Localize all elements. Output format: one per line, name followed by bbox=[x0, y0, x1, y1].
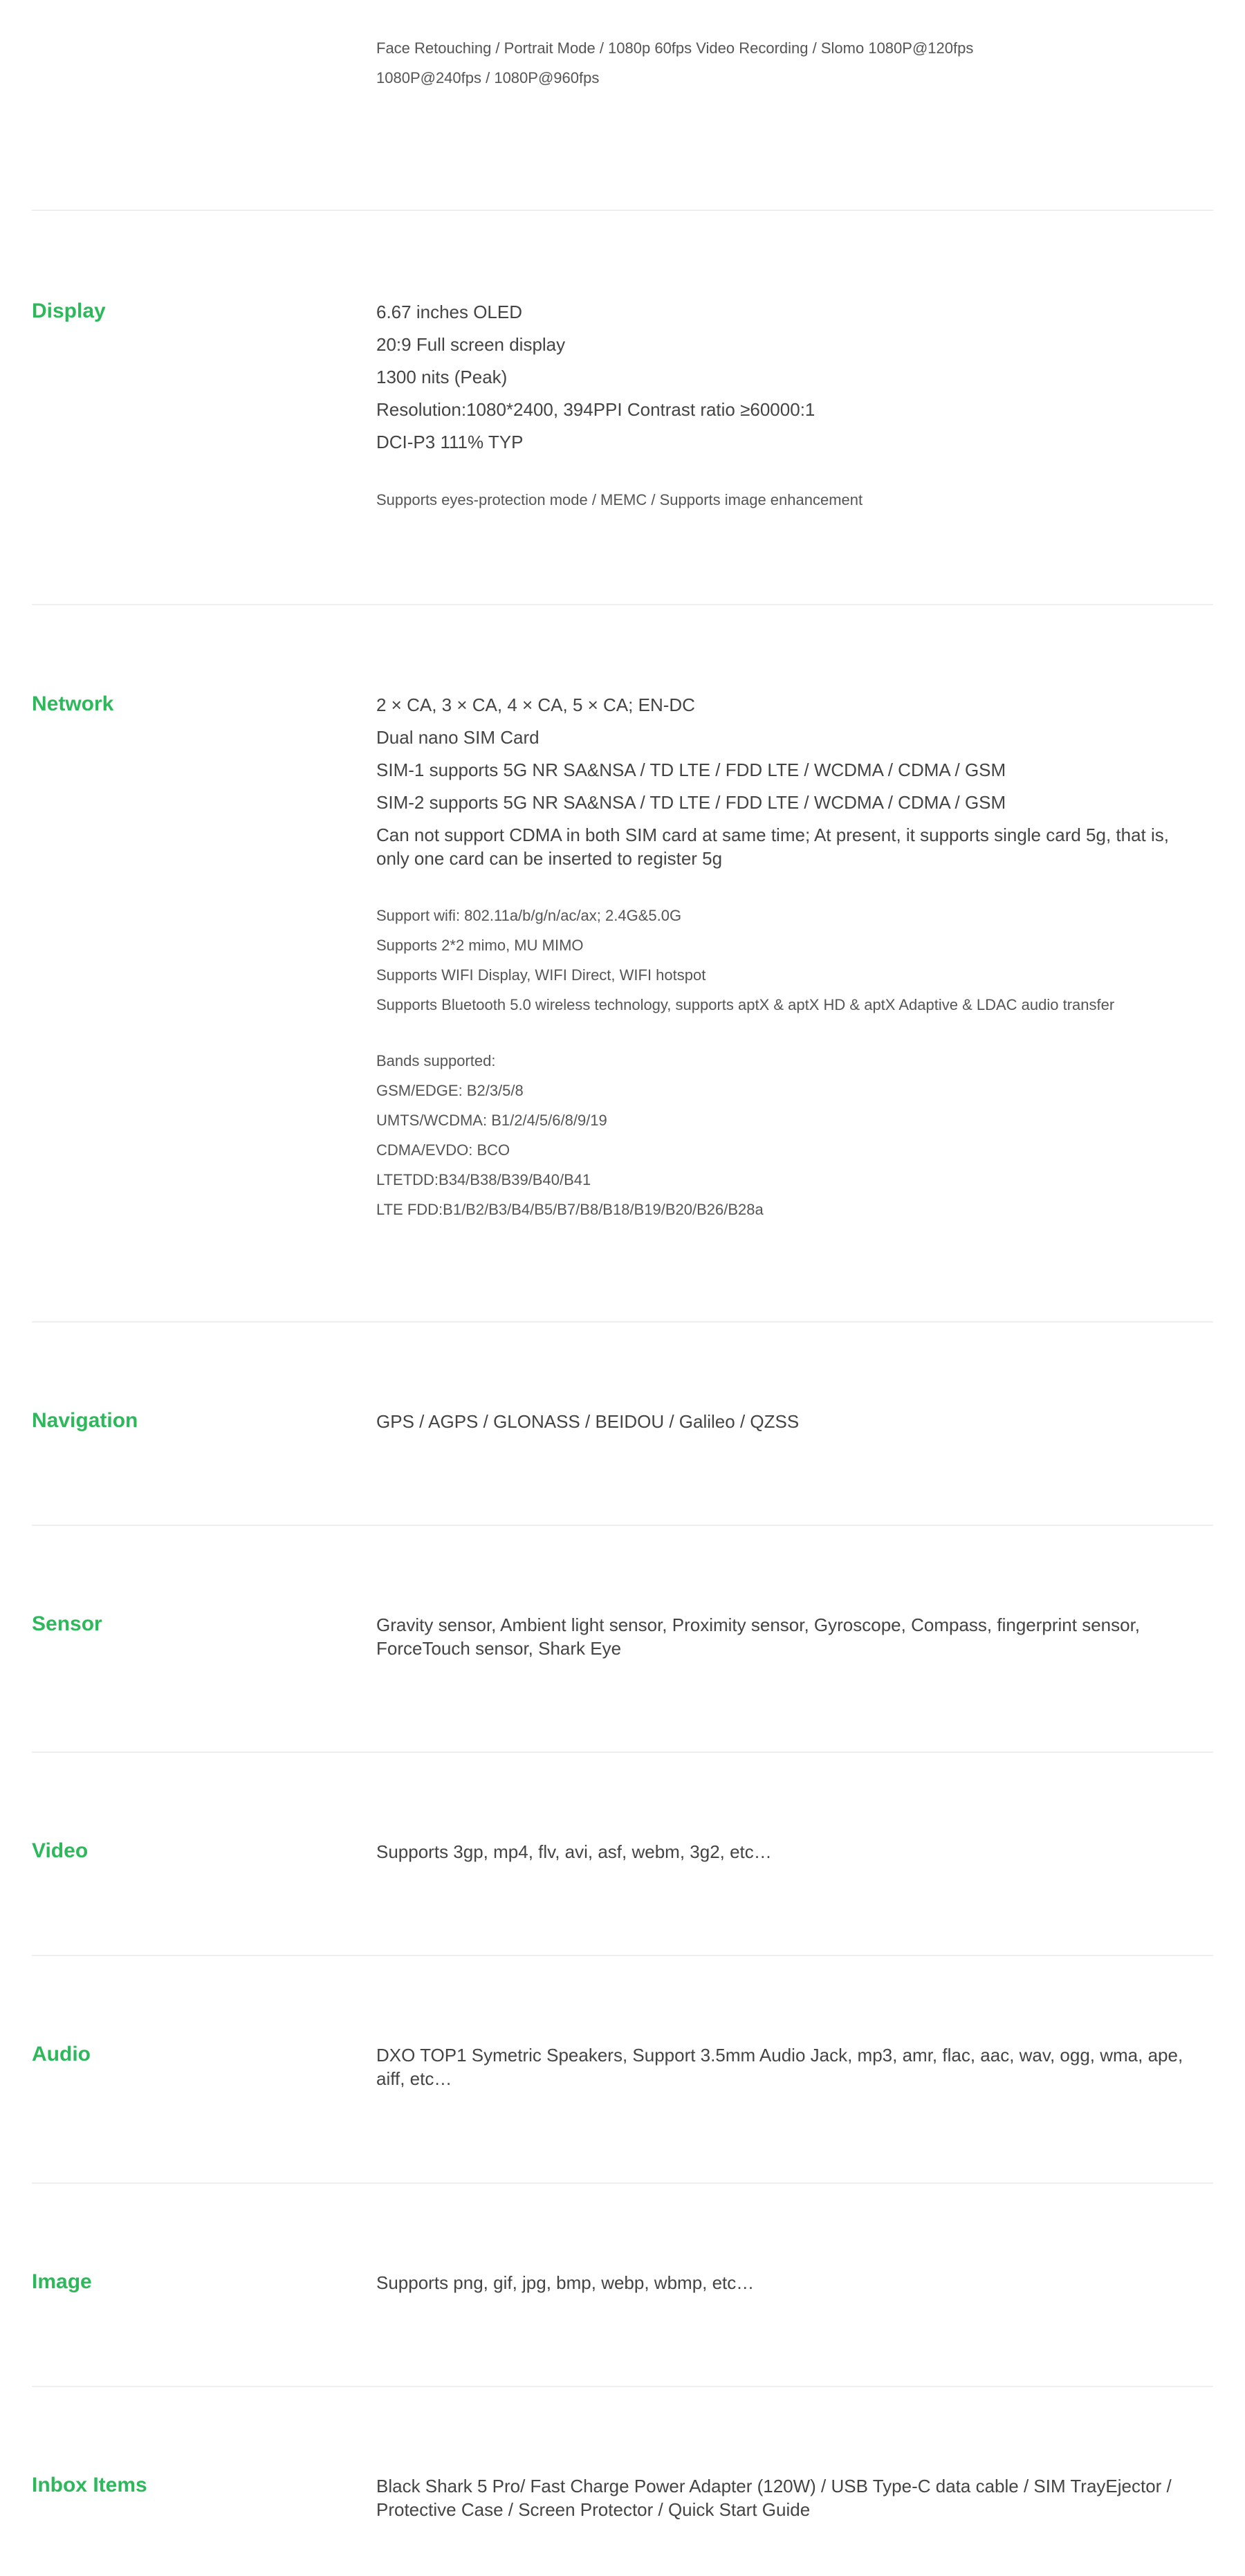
section-divider bbox=[32, 604, 1213, 605]
section-divider bbox=[32, 1321, 1213, 1323]
section-title-sensor: Sensor bbox=[32, 1612, 102, 1635]
display-spec-line: 6.67 inches OLED bbox=[376, 302, 523, 322]
display-spec-line: 1300 nits (Peak) bbox=[376, 367, 508, 387]
network-spec-line: Dual nano SIM Card bbox=[376, 727, 540, 748]
display-spec-line: DCI-P3 111% TYP bbox=[376, 432, 524, 452]
section-title-navigation: Navigation bbox=[32, 1409, 138, 1432]
section-title-network: Network bbox=[32, 692, 114, 715]
wireless-spec-line: Supports 2*2 mimo, MU MIMO bbox=[376, 937, 584, 954]
image-spec-line: Supports png, gif, jpg, bmp, webp, wbmp, etc… bbox=[376, 2272, 755, 2293]
inbox-specs bbox=[376, 2470, 1192, 2526]
navigation-specs bbox=[376, 1406, 1192, 1438]
band-line: GSM/EDGE: B2/3/5/8 bbox=[376, 1082, 524, 1099]
section-divider bbox=[32, 2182, 1213, 2184]
navigation-spec-line: GPS / AGPS / GLONASS / BEIDOU / Galileo / QZSS bbox=[376, 1411, 800, 1432]
network-spec-line: SIM-2 supports 5G NR SA&NSA / TD LTE / FDD LTE / WCDMA / CDMA / GSM bbox=[376, 792, 1006, 813]
network-note: Can not support CDMA in both SIM card at same time; At present, it supports single card 5g, that is, only one card can be inserted to register 5g bbox=[376, 825, 1169, 869]
wireless-spec-line: Support wifi: 802.11a/b/g/n/ac/ax; 2.4G&5.0G bbox=[376, 907, 682, 924]
camera-features-continued bbox=[376, 33, 1206, 93]
section-title-inbox-items: Inbox Items bbox=[32, 2474, 147, 2496]
camera-feature-line: Face Retouching / Portrait Mode / 1080p 60fps Video Recording / Slomo 1080P@120fps bbox=[376, 39, 974, 57]
network-specs bbox=[376, 689, 1192, 1224]
section-divider bbox=[32, 1955, 1213, 1956]
audio-specs bbox=[376, 2039, 1192, 2095]
audio-spec-line: DXO TOP1 Symetric Speakers, Support 3.5mm Audio Jack, mp3, amr, flac, aac, wav, ogg, wma, ape, aiff, etc… bbox=[376, 2045, 1183, 2089]
wireless-spec-line: Supports WIFI Display, WIFI Direct, WIFI hotspot bbox=[376, 966, 706, 984]
spacer bbox=[376, 1020, 1192, 1046]
display-spec-line: 20:9 Full screen display bbox=[376, 334, 566, 355]
bands-heading: Bands supported: bbox=[376, 1052, 496, 1069]
inbox-spec-line: Black Shark 5 Pro/ Fast Charge Power Adapter (120W) / USB Type-C data cable / SIM TrayEjector / Protective Case / Screen Protector / Quick Start Guide bbox=[376, 2476, 1172, 2520]
section-title-image: Image bbox=[32, 2270, 92, 2293]
display-spec-line: Resolution:1080*2400, 394PPI Contrast ratio ≥60000:1 bbox=[376, 399, 815, 420]
display-specs bbox=[376, 296, 1192, 515]
display-extra-line: Supports eyes-protection mode / MEMC / Supports image enhancement bbox=[376, 491, 863, 508]
section-title-display: Display bbox=[32, 300, 106, 322]
section-divider bbox=[32, 1751, 1213, 1753]
video-specs bbox=[376, 1836, 1192, 1868]
spacer bbox=[376, 459, 1192, 485]
band-line: UMTS/WCDMA: B1/2/4/5/6/8/9/19 bbox=[376, 1112, 607, 1129]
section-divider bbox=[32, 2386, 1213, 2387]
section-divider bbox=[32, 210, 1213, 211]
band-line: LTETDD:B34/B38/B39/B40/B41 bbox=[376, 1171, 591, 1188]
sensor-spec-line: Gravity sensor, Ambient light sensor, Proximity sensor, Gyroscope, Compass, fingerprint sensor, ForceTouch sensor, Shark Eye bbox=[376, 1614, 1141, 1659]
network-spec-line: SIM-1 supports 5G NR SA&NSA / TD LTE / FDD LTE / WCDMA / CDMA / GSM bbox=[376, 760, 1006, 780]
camera-feature-line: 1080P@240fps / 1080P@960fps bbox=[376, 69, 600, 86]
section-title-audio: Audio bbox=[32, 2043, 91, 2066]
video-spec-line: Supports 3gp, mp4, flv, avi, asf, webm, 3g2, etc… bbox=[376, 1841, 772, 1862]
band-line: LTE FDD:B1/B2/B3/B4/B5/B7/B8/B18/B19/B20/B26/B28a bbox=[376, 1201, 764, 1218]
section-title-video: Video bbox=[32, 1839, 89, 1862]
section-divider bbox=[32, 1525, 1213, 1526]
sensor-specs bbox=[376, 1609, 1192, 1664]
wireless-spec-line: Supports Bluetooth 5.0 wireless technology, supports aptX & aptX HD & aptX Adaptive & LDAC audio transfer bbox=[376, 996, 1115, 1013]
spacer bbox=[376, 874, 1192, 901]
band-line: CDMA/EVDO: BCO bbox=[376, 1141, 510, 1159]
network-spec-line: 2 × CA, 3 × CA, 4 × CA, 5 × CA; EN-DC bbox=[376, 694, 695, 715]
image-specs bbox=[376, 2267, 1192, 2299]
